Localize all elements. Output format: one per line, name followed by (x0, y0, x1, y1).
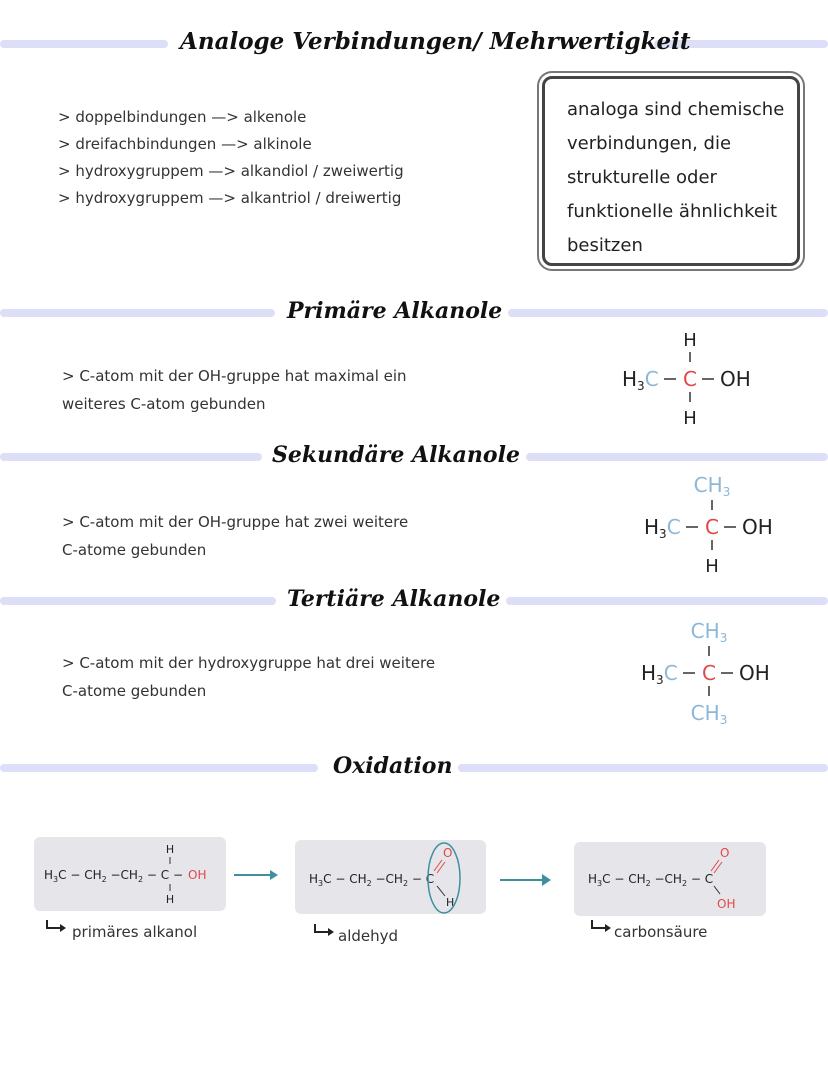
atom-oh: OH (742, 515, 773, 539)
note-line: > C-atom mit der hydroxygruppe hat drei weitere (62, 654, 436, 672)
atom-c-center: C (683, 367, 697, 391)
definition-line: besitzen (567, 235, 643, 256)
primary-note (62, 362, 407, 418)
caption-arrow-icon (44, 918, 68, 936)
atom-ch3-top: $CH_3$ (690, 619, 728, 645)
heading-highlight-left (0, 309, 275, 317)
tertiary-alkanol-structure (631, 616, 781, 734)
heading-tertiary: Tertiäre Alkanole (287, 586, 501, 612)
definition-line: strukturelle oder (567, 167, 717, 188)
heading-highlight-left (0, 40, 168, 48)
list-item: > hydroxygruppem —> alkandiol / zweiwertig (58, 162, 404, 180)
atom-h-bottom: H (705, 556, 719, 577)
caption-primary-alkanol: primäres alkanol (72, 923, 198, 941)
note-line: C-atome gebunden (62, 541, 207, 559)
definition-line: funktionelle ähnlichkeit (567, 201, 777, 222)
heading-analogues: Analoge Verbindungen/ Mehrwertigkeit (180, 28, 691, 55)
heading-highlight-right (458, 764, 828, 772)
atom-ch3-bottom: $CH_3$ (690, 701, 728, 727)
atom-h: H (446, 896, 455, 909)
list-item: > doppelbindungen —> alkenole (58, 108, 307, 126)
atom-oh: OH (739, 661, 770, 685)
atom-h3c: $H_3C$ (644, 515, 681, 541)
heading-highlight-right (508, 309, 828, 317)
definition-line: analoga sind chemische (567, 99, 785, 120)
primary-alkanol-formula (34, 837, 226, 911)
atom-h-bottom: H (683, 408, 697, 429)
heading-highlight-right (506, 597, 828, 605)
heading-secondary: Sekundäre Alkanole (272, 442, 520, 468)
list-item: > dreifachbindungen —> alkinole (58, 135, 312, 153)
note-line: weiteres C-atom gebunden (62, 395, 266, 413)
atom-c-center: C (705, 515, 719, 539)
heading-oxidation: Oxidation (333, 753, 453, 779)
primary-alkanol-structure (612, 324, 762, 434)
heading-highlight-left (0, 597, 276, 605)
carbon-chain: $H_3C - CH_2 -CH_2 - C$ − (44, 868, 183, 884)
atom-h-top: H (683, 330, 697, 351)
carbonyl-oxygen: O (720, 846, 730, 860)
reaction-arrow (232, 866, 280, 884)
carbon-chain: $H_3C - CH_2 -CH_2 - C$ (588, 872, 714, 888)
analogues-list (58, 104, 404, 212)
definition-line: verbindungen, die (567, 133, 732, 154)
caption-aldehyde: aldehyd (338, 927, 399, 945)
caption-arrow-icon (589, 918, 613, 936)
secondary-note (62, 508, 408, 564)
hydroxyl-group: OH (188, 868, 207, 882)
atom-c-center: C (702, 661, 716, 685)
caption-carboxylic-acid: carbonsäure (614, 923, 708, 941)
tertiary-note (62, 649, 435, 705)
atom-h3c: $H_3C$ (641, 661, 678, 687)
heading-highlight-right (526, 453, 828, 461)
note-line: > C-atom mit der OH-gruppe hat maximal ein (62, 367, 407, 385)
reaction-arrow (498, 871, 554, 889)
hydroxyl-group: OH (717, 897, 736, 911)
carbonyl-oxygen: O (443, 846, 453, 860)
note-line: C-atome gebunden (62, 682, 207, 700)
carbon-chain: $H_3C - CH_2 -CH_2 - C$ (309, 872, 435, 888)
atom-h-top: H (165, 843, 175, 856)
atom-h3c: $H_3C$ (622, 367, 659, 393)
heading-highlight-left (0, 764, 318, 772)
heading-highlight-left (0, 453, 262, 461)
caption-arrow-icon (312, 922, 336, 940)
atom-h-bottom: H (165, 893, 175, 906)
aldehyde-formula (295, 840, 486, 914)
note-line: > C-atom mit der OH-gruppe hat zwei weitere (62, 513, 409, 531)
secondary-alkanol-structure (634, 470, 784, 582)
definition-box (542, 76, 800, 266)
atom-oh: OH (720, 367, 751, 391)
definition-text (567, 93, 784, 263)
atom-ch3-top: $CH_3$ (693, 473, 731, 499)
heading-primary: Primäre Alkanole (287, 298, 503, 324)
list-item: > hydroxygruppem —> alkantriol / dreiwertig (58, 189, 402, 207)
carboxylic-acid-formula (574, 842, 766, 916)
